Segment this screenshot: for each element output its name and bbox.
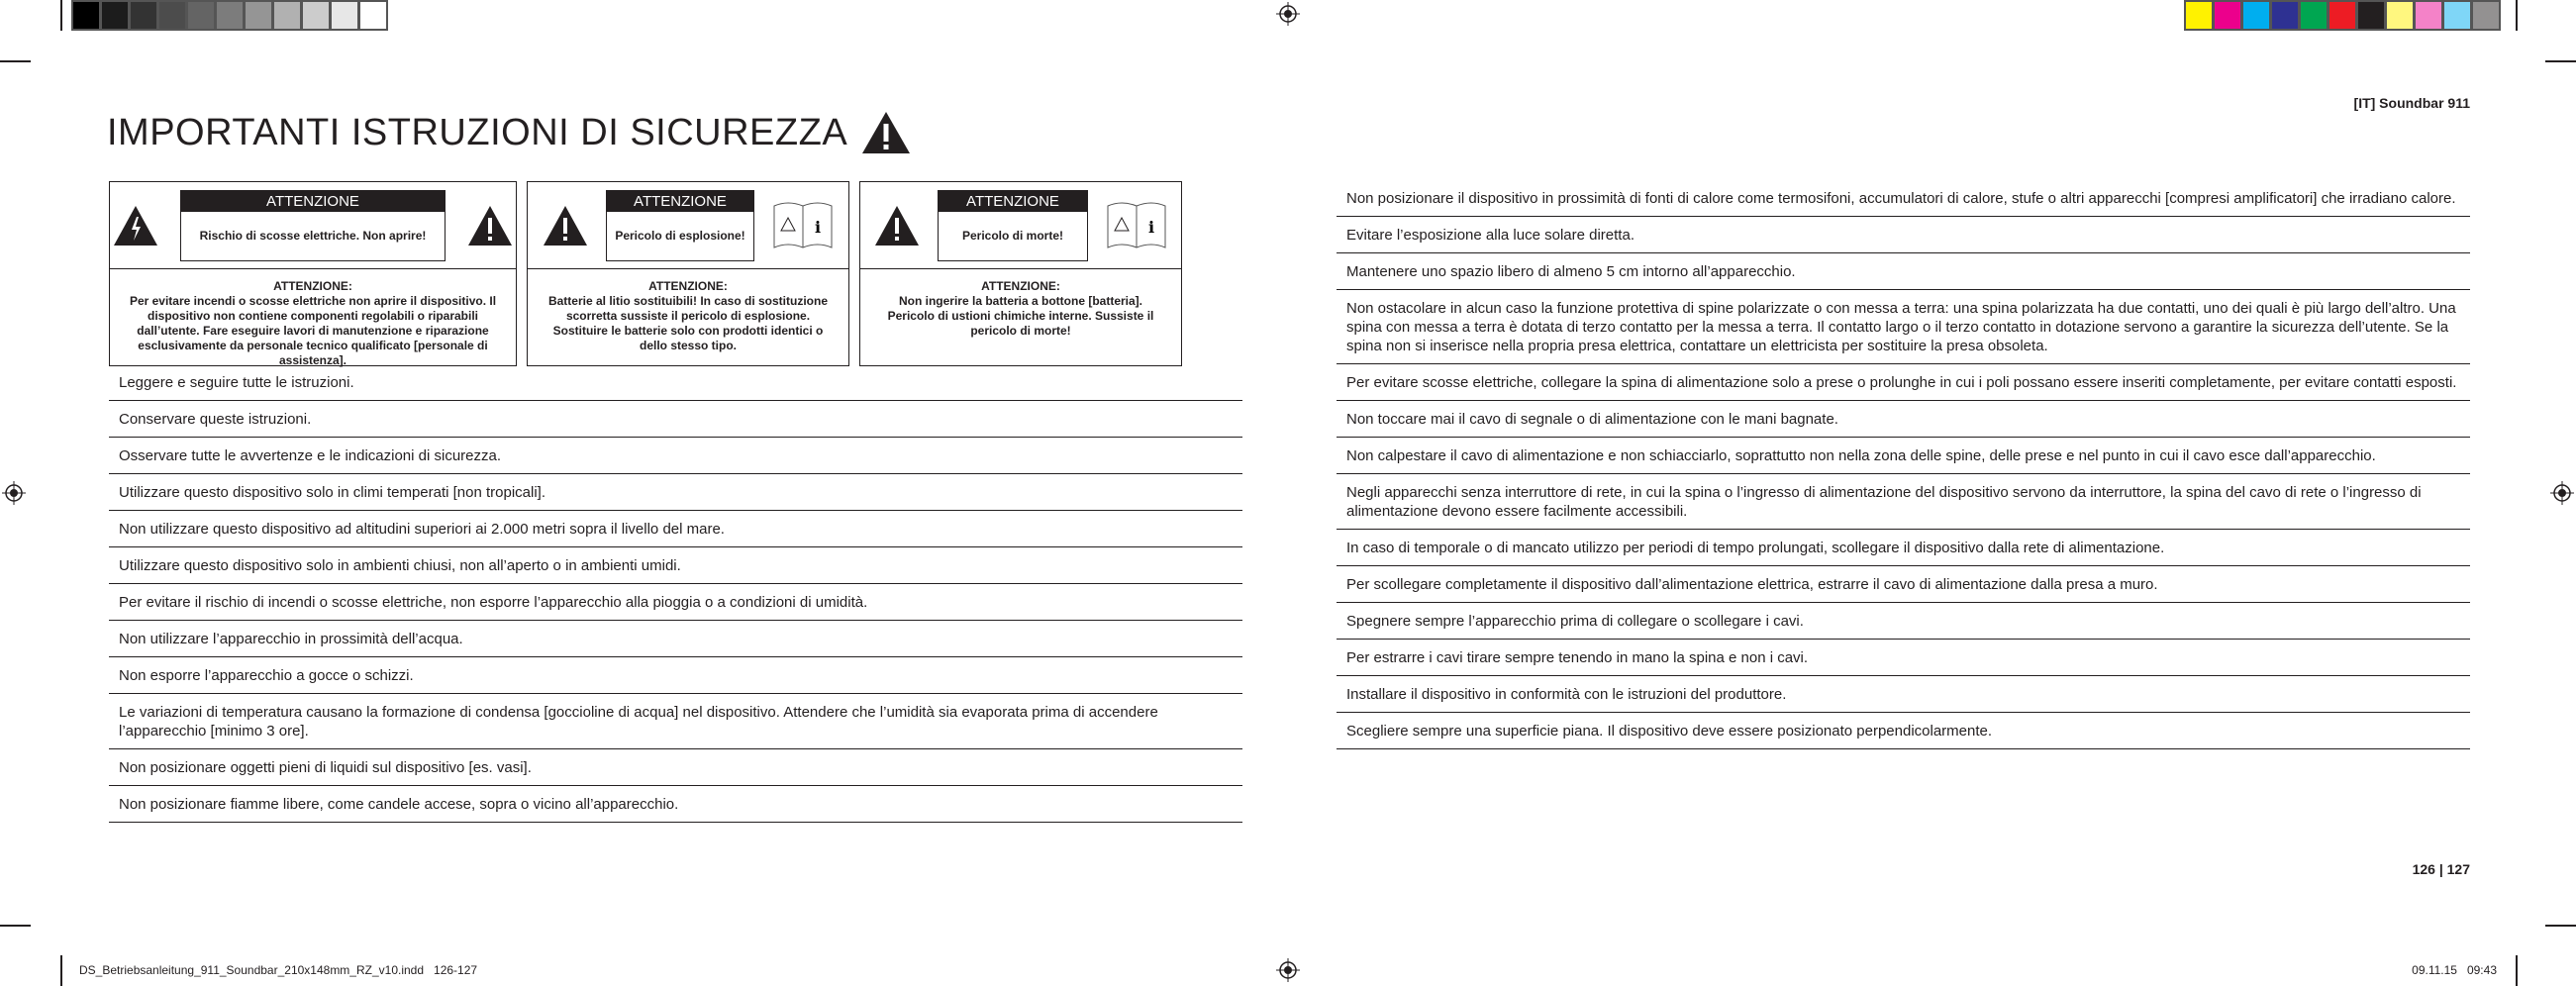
- color-swatch: [2387, 2, 2413, 29]
- list-item: Non posizionare il dispositivo in prossimità di fonti di calore come termosifoni, accumulatori di calore, stufe o altri apparecchi [compresi amplificatori] che irradiano calore.: [1337, 180, 2470, 217]
- color-swatch: [2473, 2, 2499, 29]
- crop-mark: [0, 925, 31, 927]
- list-item: Leggere e seguire tutte le istruzioni.: [109, 364, 1242, 401]
- registration-mark-icon: [1276, 958, 1300, 982]
- list-item: Non posizionare fiamme libere, come candele accese, sopra o vicino all’apparecchio.: [109, 786, 1242, 823]
- read-manual-icon: [772, 200, 834, 251]
- color-swatch: [73, 2, 99, 29]
- color-swatch: [360, 2, 386, 29]
- color-swatch: [332, 2, 357, 29]
- registration-mark-icon: [2550, 481, 2574, 505]
- crop-mark: [0, 60, 31, 62]
- running-head: [IT] Soundbar 911: [2353, 95, 2470, 111]
- label-body: Pericolo di morte!: [961, 229, 1064, 243]
- color-swatch: [2358, 2, 2384, 29]
- title-text: IMPORTANTI ISTRUZIONI DI SICUREZZA: [107, 111, 848, 153]
- color-swatch: [102, 2, 128, 29]
- label-head: ATTENZIONE: [607, 191, 753, 212]
- label-body: Rischio di scosse elettriche. Non aprire!: [199, 229, 427, 243]
- label-head: ATTENZIONE: [181, 191, 445, 212]
- list-item: Non utilizzare questo dispositivo ad altitudini superiori ai 2.000 metri sopra il livello del mare.: [109, 511, 1242, 547]
- color-swatch: [2416, 2, 2441, 29]
- label-head: ATTENZIONE: [939, 191, 1087, 212]
- label-body: Pericolo di esplosione!: [615, 229, 745, 243]
- safety-list-right: [1337, 180, 2470, 749]
- warning-box-explosion: [527, 181, 849, 366]
- warning-text: Batterie al litio sostituibili! In caso di sostituzione scorretta sussiste il pericolo di esplosione. Sostituire le batterie solo con prodotti identici o dello stesso tipo.: [547, 294, 829, 352]
- color-swatch: [246, 2, 271, 29]
- color-bar: [2184, 0, 2501, 31]
- color-swatch: [303, 2, 329, 29]
- color-swatch: [2243, 2, 2269, 29]
- list-item: Per evitare il rischio di incendi o scosse elettriche, non esporre l’apparecchio alla pioggia o a condizioni di umidità.: [109, 584, 1242, 621]
- crop-mark: [2545, 925, 2576, 927]
- color-swatch: [274, 2, 300, 29]
- list-item: Negli apparecchi senza interruttore di rete, in cui la spina o l’ingresso di alimentazione del dispositivo servono da interruttore, la spina del cavo di rete o l’ingresso di alimentazione devono essere facilmente accessibili.: [1337, 474, 2470, 530]
- list-item: Osservare tutte le avvertenze e le indicazioni di sicurezza.: [109, 438, 1242, 474]
- list-item: Scegliere sempre una superficie piana. Il dispositivo deve essere posizionato perpendicolarmente.: [1337, 713, 2470, 749]
- crop-mark: [2545, 60, 2576, 62]
- registration-mark-icon: [2, 481, 26, 505]
- svg-text:i: i: [815, 217, 822, 237]
- warning-box-battery: [859, 181, 1182, 366]
- color-swatch: [2186, 2, 2212, 29]
- warning-label: [938, 190, 1088, 261]
- warning-heading: ATTENZIONE:: [648, 279, 728, 293]
- page-title: [107, 111, 911, 154]
- warning-heading: ATTENZIONE:: [981, 279, 1060, 293]
- list-item: Non calpestare il cavo di alimentazione e non schiacciarlo, soprattutto non nella zona delle spine, delle prese e nel punto in cui il cavo esce dall’apparecchio.: [1337, 438, 2470, 474]
- gray-color-bar: [71, 0, 388, 31]
- list-item: Per estrarre i cavi tirare sempre tenendo in mano la spina e non i cavi.: [1337, 640, 2470, 676]
- warning-icon: [467, 205, 513, 246]
- warning-icon: [874, 205, 920, 246]
- footer-filename: DS_Betriebsanleitung_911_Soundbar_210x148mm_RZ_v10.indd 126-127: [79, 963, 478, 977]
- warning-label: [180, 190, 446, 261]
- read-manual-icon: [1106, 200, 1167, 251]
- color-swatch: [2215, 2, 2240, 29]
- list-item: Le variazioni di temperatura causano la formazione di condensa [goccioline di acqua] nel dispositivo. Attendere che l’umidità sia evaporata prima di accendere l’apparecchio [minimo 3 ore].: [109, 694, 1242, 749]
- crop-mark: [60, 955, 62, 986]
- list-item: Spegnere sempre l’apparecchio prima di collegare o scollegare i cavi.: [1337, 603, 2470, 640]
- list-item: Utilizzare questo dispositivo solo in climi temperati [non tropicali].: [109, 474, 1242, 511]
- list-item: Per evitare scosse elettriche, collegare la spina di alimentazione solo a prese o prolunghe in cui i poli possano essere inseriti completamente, per evitare contatti esposti.: [1337, 364, 2470, 401]
- warning-text: Per evitare incendi o scosse elettriche non aprire il dispositivo. Il dispositivo non contiene componenti regolabili o riparabili dall’utente. Fare eseguire lavori di manutenzione e riparazione esclusivamente da personale tecnico qualificato [personale di assistenza].: [129, 294, 497, 367]
- color-swatch: [188, 2, 214, 29]
- warning-icon: [861, 111, 911, 154]
- list-item: Non posizionare oggetti pieni di liquidi sul dispositivo [es. vasi].: [109, 749, 1242, 786]
- warning-icon: [543, 205, 588, 246]
- list-item: Non esporre l’apparecchio a gocce o schizzi.: [109, 657, 1242, 694]
- list-item: Evitare l’esposizione alla luce solare diretta.: [1337, 217, 2470, 253]
- color-swatch: [2444, 2, 2470, 29]
- list-item: Non ostacolare in alcun caso la funzione protettiva di spine polarizzate o con messa a terra: una spina polarizzata ha due contatti, uno dei quali è più largo dell’altro. Una spina con messa a terra è dotata di terzo contatto per la messa a terra. Il contatto largo o il terzo contatto in dotazione servono a garantire la sicurezza dell’utente. Se la spina non si inserisce nella propria presa elettrica, contattare un elettricista per sostituire la presa obsoleta.: [1337, 290, 2470, 364]
- list-item: Mantenere uno spazio libero di almeno 5 cm intorno all’apparecchio.: [1337, 253, 2470, 290]
- color-swatch: [2329, 2, 2355, 29]
- warning-text: Non ingerire la batteria a bottone [batteria]. Pericolo di ustioni chimiche interne. Sussiste il pericolo di morte!: [887, 294, 1154, 338]
- list-item: Conservare queste istruzioni.: [109, 401, 1242, 438]
- crop-mark: [60, 0, 62, 31]
- warning-heading: ATTENZIONE:: [273, 279, 352, 293]
- crop-mark: [2516, 0, 2518, 31]
- color-swatch: [217, 2, 243, 29]
- safety-list-left: [109, 364, 1242, 823]
- color-swatch: [159, 2, 185, 29]
- list-item: In caso di temporale o di mancato utilizzo per periodi di tempo prolungati, scollegare il dispositivo dalla rete di alimentazione.: [1337, 530, 2470, 566]
- color-swatch: [131, 2, 156, 29]
- warning-box-electric: [109, 181, 517, 366]
- color-swatch: [2301, 2, 2327, 29]
- list-item: Per scollegare completamente il dispositivo dall’alimentazione elettrica, estrarre il cavo di alimentazione dalla presa a muro.: [1337, 566, 2470, 603]
- footer-date: 09.11.15 09:43: [2412, 963, 2497, 977]
- warning-label: [606, 190, 754, 261]
- registration-mark-icon: [1276, 2, 1300, 26]
- color-swatch: [2272, 2, 2298, 29]
- page-numbers: 126 | 127: [2412, 861, 2470, 877]
- svg-text:i: i: [1148, 217, 1155, 237]
- list-item: Utilizzare questo dispositivo solo in ambienti chiusi, non all’aperto o in ambienti umidi.: [109, 547, 1242, 584]
- list-item: Non toccare mai il cavo di segnale o di alimentazione con le mani bagnate.: [1337, 401, 2470, 438]
- electric-shock-icon: [113, 205, 158, 246]
- list-item: Non utilizzare l’apparecchio in prossimità dell’acqua.: [109, 621, 1242, 657]
- list-item: Installare il dispositivo in conformità con le istruzioni del produttore.: [1337, 676, 2470, 713]
- crop-mark: [2516, 955, 2518, 986]
